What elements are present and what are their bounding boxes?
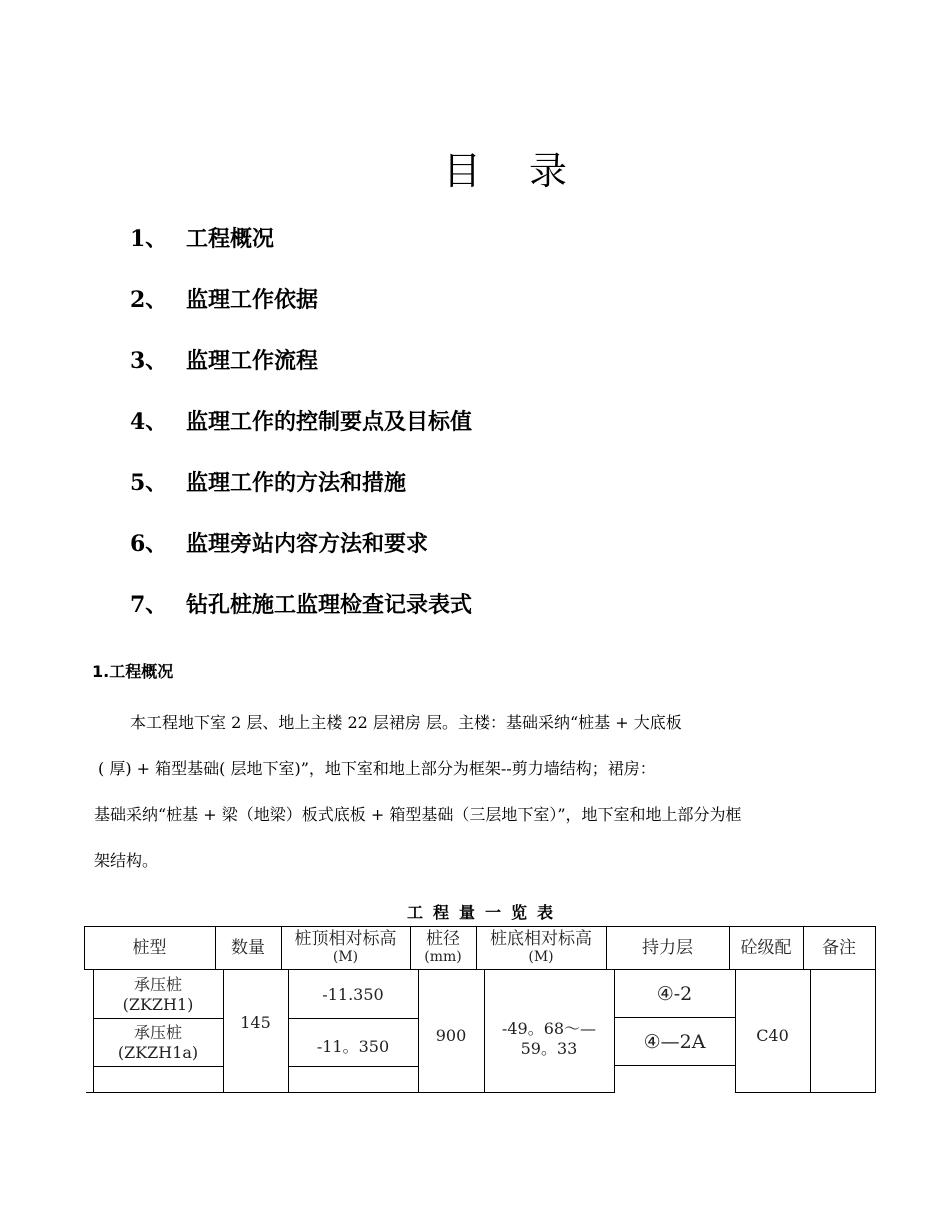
paragraph-line: ( 厚) + 箱型基础( 层地下室)”，地下室和地上部分为框架--剪力墙结构；裙房： [98,759,656,778]
header-top-elevation: 桩顶相对标高 (M) [294,929,397,965]
table-border [614,1065,736,1066]
row2-pile-type: 承压桩 (ZKZH1a) [117,1022,199,1062]
row2-bearing-layer: ④—2A [643,1030,706,1053]
table-border [810,970,811,1093]
header-quantity: 数量 [231,938,265,958]
row1-bearing-layer: ④-2 [656,982,693,1005]
concrete-grade-cell: C40 [756,1026,789,1045]
toc-item[interactable]: 1、 工程概况 [130,226,275,252]
table-border [93,1066,224,1067]
header-concrete-grade: 砼级配 [740,938,792,958]
table-title: 工程量一览表 [406,903,563,922]
toc-item[interactable]: 2、 监理工作依据 [130,287,319,313]
header-diameter: 桩径 (mm) [424,929,462,965]
paragraph-line: 基础采纳“桩基 + 梁（地梁）板式底板 + 箱型基础（三层地下室）”，地下室和地上部分为框 [94,805,742,824]
paragraph-line: 架结构。 [94,851,159,870]
header-bearing-layer: 持力层 [642,938,693,958]
row1-top-elevation: -11.350 [322,985,384,1004]
paragraph-line: 本工程地下室 2 层、地上主楼 22 层裙房 层。主楼：基础采纳“桩基 + 大底板 [130,713,682,732]
toc-item[interactable]: 7、 钻孔桩施工监理检查记录表式 [130,592,473,618]
header-bottom-elevation: 桩底相对标高 (M) [490,929,592,965]
table-border [875,970,876,1093]
toc-item[interactable]: 5、 监理工作的方法和措施 [130,470,407,496]
header-remarks: 备注 [822,938,856,958]
header-pile-type: 桩型 [132,938,167,958]
table-border [875,926,876,970]
toc-item[interactable]: 4、 监理工作的控制要点及目标值 [130,409,473,435]
diameter-cell: 900 [435,1026,467,1045]
table-border [288,1018,419,1019]
row1-pile-type: 承压桩 (ZKZH1) [122,975,194,1014]
quantity-cell: 145 [240,1013,271,1032]
row2-top-elevation: -11。350 [316,1036,390,1056]
toc-item[interactable]: 6、 监理旁站内容方法和要求 [130,531,429,557]
section-heading: 1.工程概况 [92,662,174,681]
page-title: 目 录 [442,149,568,193]
toc-item[interactable]: 3、 监理工作流程 [130,348,319,374]
bottom-elevation-cell: -49。68～— 59。33 [501,1019,597,1058]
